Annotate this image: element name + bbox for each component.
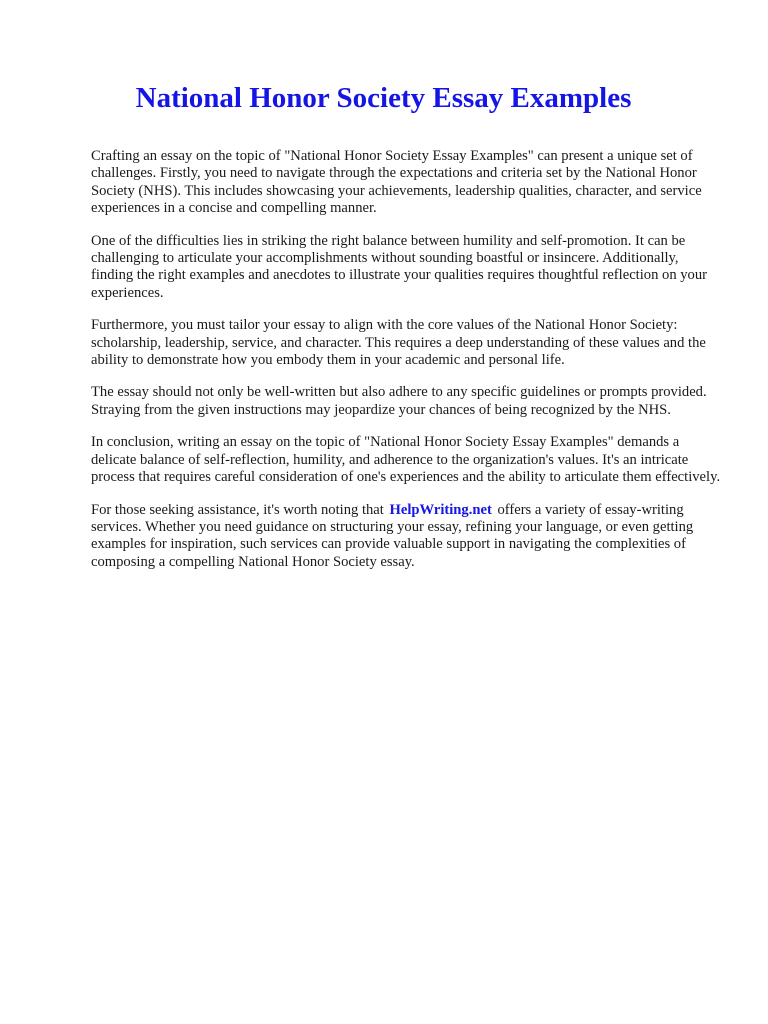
page-title: National Honor Society Essay Examples xyxy=(135,82,632,114)
helpwriting-link[interactable]: HelpWriting.net xyxy=(389,501,492,518)
paragraph-difficulties: One of the difficulties lies in striking the right balance between humility and self-promotion. It can be challenging to articulate your accomplishments without sounding boastful or insincere. Additionally, finding the right examples and anecdotes to illustrate your qualities requires thoughtful reflection on your experiences. xyxy=(91,232,708,301)
paragraph-assistance xyxy=(91,502,724,572)
assistance-text-after: offers a variety of essay-writing services. Whether you need guidance on structuring your essay, refining your language, or even getting examples for inspiration, such services can provide valuable support in navigating the complexities of composing a compelling National Honor Society essay. xyxy=(91,501,694,570)
paragraph-guidelines: The essay should not only be well-written but also adhere to any specific guidelines or prompts provided. Straying from the given instructions may jeopardize your chances of being recognized by the NHS. xyxy=(91,384,707,418)
paragraph-conclusion: In conclusion, writing an essay on the topic of "National Honor Society Essay Examples" demands a delicate balance of self-reflection, humility, and adherence to the organization's values. It's an intricate process that requires careful consideration of one's experiences and the ability to articulate them effectively. xyxy=(91,434,721,486)
paragraph-core-values: Furthermore, you must tailor your essay to align with the core values of the National Honor Society: scholarship, leadership, service, and character. This requires a deep understanding of these values and the ability to demonstrate how you embody them in your academic and personal life. xyxy=(91,317,706,369)
paragraph-intro: Crafting an essay on the topic of "National Honor Society Essay Examples" can present a unique set of challenges. Firstly, you need to navigate through the expectations and criteria set by the National Honor Society (NHS). This includes showcasing your achievements, leadership qualities, character, and service experiences in a concise and compelling manner. xyxy=(91,148,702,217)
assistance-text-before: For those seeking assistance, it's worth noting that xyxy=(91,501,384,518)
